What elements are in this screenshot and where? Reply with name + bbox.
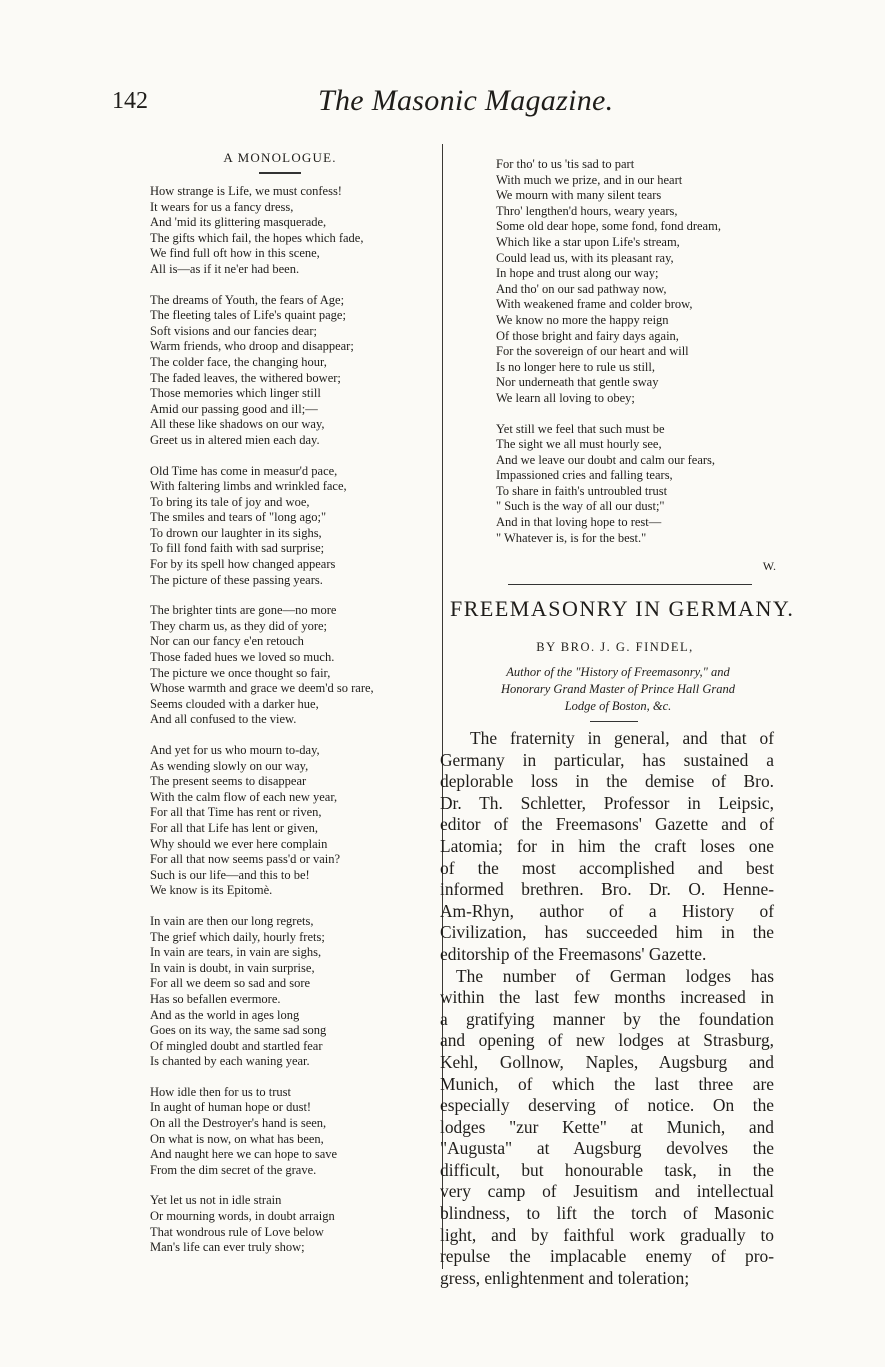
article-byline: BY BRO. J. G. FINDEL, bbox=[536, 640, 694, 654]
poem-line: For all that Time has rent or riven, bbox=[150, 805, 322, 820]
poem-line: To drown our laughter in its sighs, bbox=[150, 525, 322, 540]
poem-line: Why should we ever here complain bbox=[150, 836, 328, 851]
poem-line: On all the Destroyer's hand is seen, bbox=[150, 1116, 327, 1131]
poem-line: With faltering limbs and wrinkled face, bbox=[150, 479, 347, 494]
poem-line: With much we prize, and in our heart bbox=[496, 172, 683, 187]
author-note-line: Author of the "History of Freemasonry," and bbox=[506, 665, 730, 679]
poem-right-column bbox=[496, 157, 776, 574]
article-line: lodges "zur Kette" at Munich, and bbox=[440, 1116, 774, 1137]
poem-line: How strange is Life, we must confess! bbox=[150, 184, 342, 198]
poem-line: The picture of these passing years. bbox=[150, 572, 323, 587]
article-line: Kehl, Gollnow, Naples, Augsburg and bbox=[440, 1051, 774, 1072]
poem-line: The gifts which fail, the hopes which fade, bbox=[150, 230, 364, 245]
poem-line: It wears for us a fancy dress, bbox=[150, 199, 294, 214]
poem-line: " Whatever is, is for the best." bbox=[496, 530, 647, 545]
article-line: Germany in particular, has sustained a bbox=[440, 749, 774, 770]
poem-line: Is no longer here to rule us still, bbox=[496, 359, 655, 374]
poem-line: Whose warmth and grace we deem'd so rare, bbox=[150, 681, 374, 696]
poem-stanza bbox=[496, 422, 776, 547]
poem-line: For the sovereign of our heart and will bbox=[496, 344, 689, 359]
article-line: The fraternity in general, and that of bbox=[470, 728, 774, 748]
article-line: light, and by faithful work gradually to bbox=[440, 1224, 774, 1245]
poem-line: They charm us, as they did of yore; bbox=[150, 618, 328, 633]
poem-line: In vain is doubt, in vain surprise, bbox=[150, 960, 315, 975]
poem-left-column bbox=[150, 150, 430, 1271]
article-line: of the most accomplished and best bbox=[440, 857, 774, 878]
poem-stanza bbox=[150, 1193, 430, 1255]
poem-line: For all we deem so sad and sore bbox=[150, 976, 311, 991]
article-title: FREEMASONRY IN GERMANY. bbox=[450, 596, 795, 621]
poem-line: The faded leaves, the withered bower; bbox=[150, 370, 341, 385]
poem-line: The sight we all must hourly see, bbox=[496, 437, 662, 452]
poem-title: A MONOLOGUE. bbox=[223, 150, 337, 165]
poem-line: " Such is the way of all our dust;" bbox=[496, 499, 665, 514]
poem-line: For all that now seems pass'd or vain? bbox=[150, 852, 341, 867]
poem-line: Those faded hues we loved so much. bbox=[150, 650, 335, 665]
poem-line: And as the world in ages long bbox=[150, 1007, 300, 1022]
poem-stanza bbox=[150, 293, 430, 449]
poem-line: The grief which daily, hourly frets; bbox=[150, 929, 325, 944]
author-note bbox=[448, 664, 788, 715]
article-line: deplorable loss in the demise of Bro. bbox=[440, 771, 774, 792]
article-line: very camp of Jesuitism and intellectual bbox=[440, 1181, 774, 1202]
poem-line: Could lead us, with its pleasant ray, bbox=[496, 250, 674, 265]
poem-line: Impassioned cries and falling tears, bbox=[496, 468, 673, 483]
article-line: informed brethren. Bro. Dr. O. Henne- bbox=[440, 879, 774, 900]
poem-stanza bbox=[150, 184, 430, 278]
poem-line: Those memories which linger still bbox=[150, 386, 321, 401]
poem-line: To share in faith's untroubled trust bbox=[496, 483, 668, 498]
poem-line: In vain are then our long regrets, bbox=[150, 913, 314, 928]
page-number: 142 bbox=[112, 88, 148, 114]
article-line: Dr. Th. Schletter, Professor in Leipsic, bbox=[440, 792, 774, 813]
poem-continued-stanzas bbox=[496, 157, 776, 546]
poem-line: That wondrous rule of Love below bbox=[150, 1224, 324, 1239]
article-line: Am-Rhyn, author of a History of bbox=[440, 900, 774, 921]
poem-line: Which like a star upon Life's stream, bbox=[496, 234, 680, 249]
article-line: within the last few months increased in bbox=[440, 987, 774, 1008]
article-line: and opening of new lodges at Strasburg, bbox=[440, 1030, 774, 1051]
poem-line: All these like shadows on our way, bbox=[150, 417, 325, 432]
poem-stanzas bbox=[150, 184, 430, 1256]
poem-line: And in that loving hope to rest— bbox=[496, 515, 662, 530]
poem-line: Is chanted by each waning year. bbox=[150, 1054, 310, 1069]
poem-line: For by its spell how changed appears bbox=[150, 557, 336, 572]
poem-stanza bbox=[150, 464, 430, 589]
poem-line: To fill fond faith with sad surprise; bbox=[150, 541, 325, 556]
poem-line: Yet still we feel that such must be bbox=[496, 421, 665, 436]
poem-line: Old Time has come in measur'd pace, bbox=[150, 463, 338, 478]
poem-line: The brighter tints are gone—no more bbox=[150, 603, 337, 618]
poem-line: And naught here we can hope to save bbox=[150, 1147, 338, 1162]
poem-line: We find full oft how in this scene, bbox=[150, 246, 320, 261]
poem-line: The picture we once thought so fair, bbox=[150, 665, 331, 680]
poem-stanza bbox=[150, 914, 430, 1070]
poem-line: Man's life can ever truly show; bbox=[150, 1240, 305, 1255]
poem-line: And yet for us who mourn to-day, bbox=[150, 743, 320, 757]
poem-line: Amid our passing good and ill;— bbox=[150, 401, 318, 416]
poem-line: As wending slowly on our way, bbox=[150, 758, 309, 773]
poem-line: Such is our life—and this to be! bbox=[150, 867, 310, 882]
poem-line: We know is its Epitomè. bbox=[150, 883, 273, 898]
title-rule bbox=[259, 172, 301, 174]
poem-line: We know no more the happy reign bbox=[496, 312, 669, 327]
article-line: editorship of the Freemasons' Gazette. bbox=[440, 943, 707, 964]
article-line: gress, enlightenment and toleration; bbox=[440, 1267, 690, 1288]
article-line: a gratifying manner by the foundation bbox=[440, 1008, 774, 1029]
poem-signature: W. bbox=[762, 559, 776, 574]
poem-line: Nor can our fancy e'en retouch bbox=[150, 634, 304, 649]
article-line: especially deserving of notice. On the bbox=[440, 1095, 774, 1116]
poem-line: Yet let us not in idle strain bbox=[150, 1193, 282, 1208]
poem-line: Of mingled doubt and startled fear bbox=[150, 1038, 323, 1053]
poem-line: And tho' on our sad pathway now, bbox=[496, 281, 667, 296]
author-rule bbox=[590, 721, 638, 722]
poem-line: On what is now, on what has been, bbox=[150, 1131, 324, 1146]
poem-line: In vain are tears, in vain are sighs, bbox=[150, 945, 322, 960]
article-line: The number of German lodges has bbox=[456, 965, 774, 986]
poem-line: Or mourning words, in doubt arraign bbox=[150, 1209, 335, 1224]
poem-line: To bring its tale of joy and woe, bbox=[150, 494, 310, 509]
poem-line: With the calm flow of each new year, bbox=[150, 789, 338, 804]
poem-line: In aught of human hope or dust! bbox=[150, 1100, 312, 1115]
poem-line: With weakened frame and colder brow, bbox=[496, 297, 693, 312]
running-head: The Masonic Magazine. bbox=[318, 84, 614, 117]
poem-line: How idle then for us to trust bbox=[150, 1084, 291, 1099]
poem-line: Seems clouded with a darker hue, bbox=[150, 696, 319, 711]
poem-line: For tho' to us 'tis sad to part bbox=[496, 157, 635, 171]
poem-stanza bbox=[150, 603, 430, 728]
poem-line: All is—as if it ne'er had been. bbox=[150, 261, 300, 276]
poem-line: Thro' lengthen'd hours, weary years, bbox=[496, 203, 678, 218]
poem-line: Warm friends, who droop and disappear; bbox=[150, 339, 354, 354]
poem-line: The dreams of Youth, the fears of Age; bbox=[150, 292, 345, 307]
poem-line: From the dim secret of the grave. bbox=[150, 1162, 317, 1177]
poem-line: Greet us in altered mien each day. bbox=[150, 432, 320, 447]
poem-line: The fleeting tales of Life's quaint page; bbox=[150, 308, 346, 323]
article-line: difficult, but honourable task, in the bbox=[440, 1159, 774, 1180]
article-rule bbox=[508, 584, 752, 585]
poem-line: Some old dear hope, some fond, fond dream, bbox=[496, 219, 721, 234]
article-line: editor of the Freemasons' Gazette and of bbox=[440, 814, 774, 835]
poem-line: The colder face, the changing hour, bbox=[150, 354, 327, 369]
poem-line: In hope and trust along our way; bbox=[496, 266, 659, 281]
poem-line: Soft visions and our fancies dear; bbox=[150, 323, 317, 338]
author-note-line: Lodge of Boston, &c. bbox=[564, 699, 672, 713]
poem-line: And we leave our doubt and calm our fears, bbox=[496, 452, 716, 467]
poem-stanza bbox=[150, 1085, 430, 1179]
poem-line: And all confused to the view. bbox=[150, 712, 297, 727]
article-line: repulse the implacable enemy of pro- bbox=[440, 1246, 774, 1267]
poem-line: Goes on its way, the same sad song bbox=[150, 1023, 327, 1038]
author-note-line: Honorary Grand Master of Prince Hall Grand bbox=[500, 682, 735, 696]
poem-line: Has so befallen evermore. bbox=[150, 991, 281, 1006]
poem-line: Of those bright and fairy days again, bbox=[496, 328, 679, 343]
poem-line: We learn all loving to obey; bbox=[496, 390, 635, 405]
poem-line: For all that Life has lent or given, bbox=[150, 820, 319, 835]
poem-line: The smiles and tears of "long ago;" bbox=[150, 510, 327, 525]
article-line: Munich, of which the last three are bbox=[440, 1073, 774, 1094]
poem-line: We mourn with many silent tears bbox=[496, 188, 662, 203]
article-line: Civilization, has succeeded him in the bbox=[440, 922, 774, 943]
poem-stanza bbox=[496, 157, 776, 407]
article-body bbox=[440, 728, 774, 1289]
poem-line: And 'mid its glittering masquerade, bbox=[150, 215, 327, 230]
article-line: "Augusta" at Augsburg devolves the bbox=[440, 1138, 774, 1159]
poem-stanza bbox=[150, 743, 430, 899]
article-line: blindness, to lift the torch of Masonic bbox=[440, 1203, 774, 1224]
poem-line: The present seems to disappear bbox=[150, 774, 307, 789]
poem-line: Nor underneath that gentle sway bbox=[496, 375, 659, 390]
article-line: Latomia; for in him the craft loses one bbox=[440, 835, 774, 856]
